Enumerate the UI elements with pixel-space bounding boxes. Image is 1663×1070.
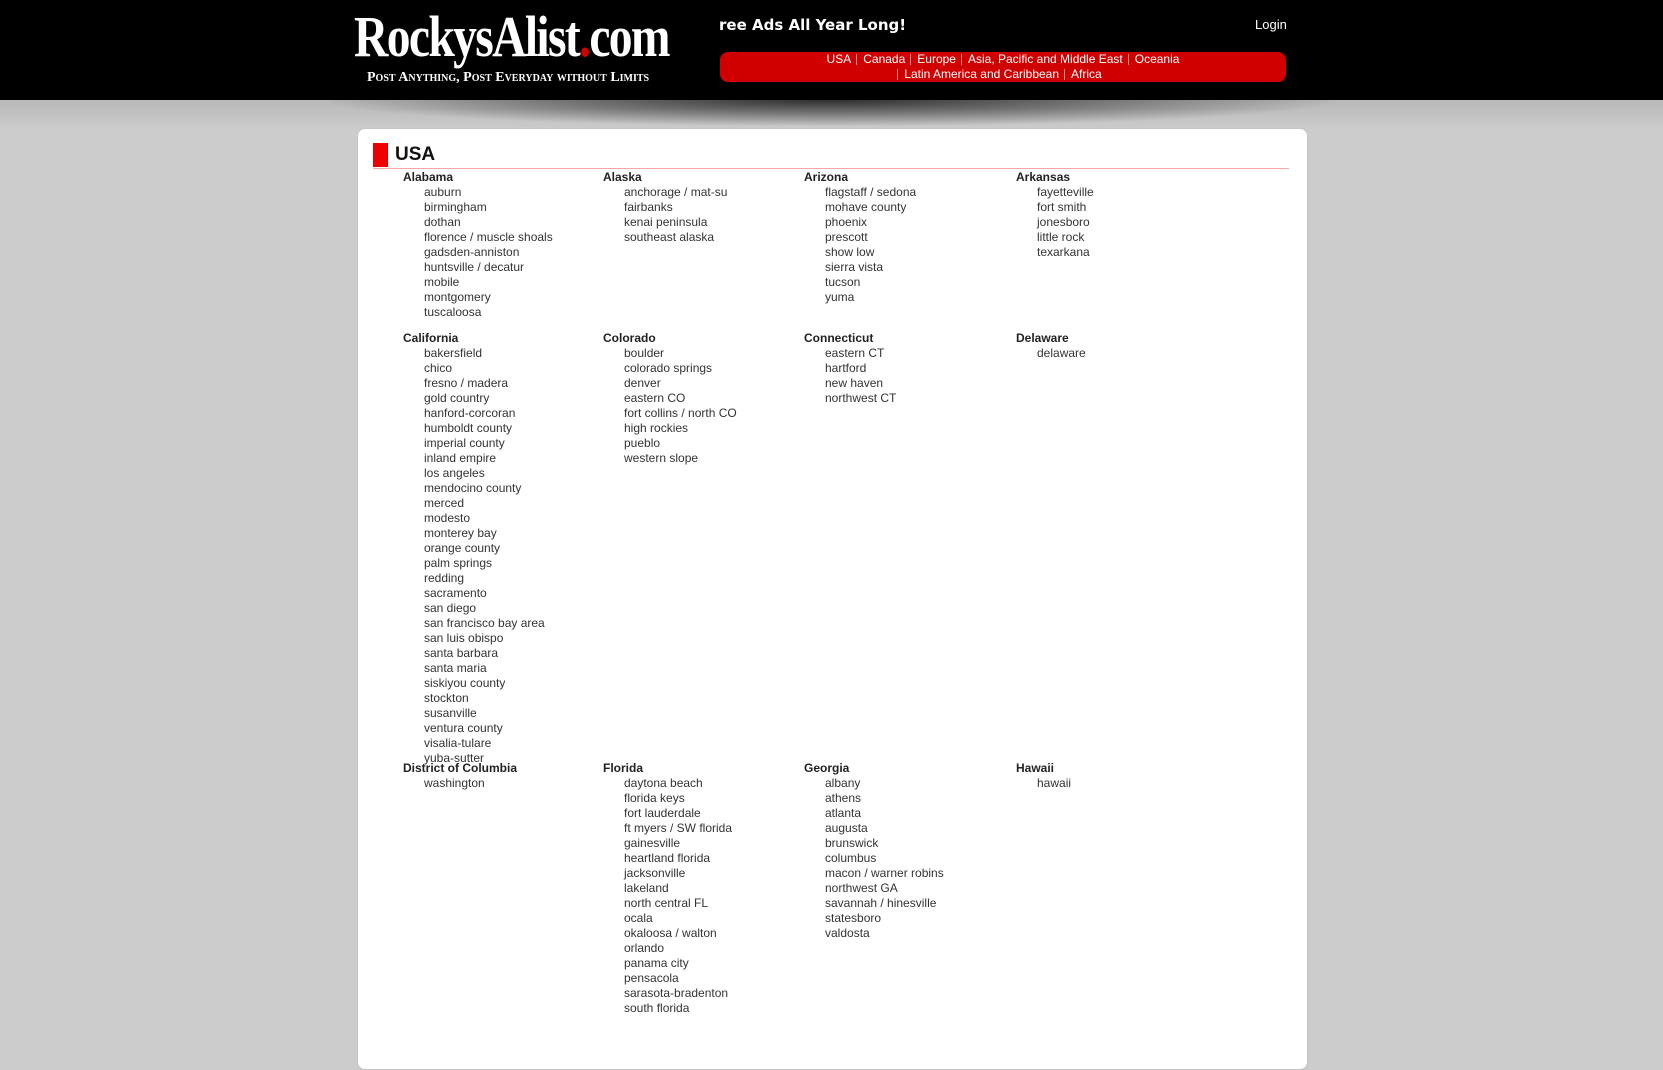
state-name: Hawaii: [1016, 761, 1055, 775]
city-link[interactable]: fort smith: [1037, 200, 1087, 214]
city-link[interactable]: santa maria: [424, 661, 487, 675]
city-link[interactable]: show low: [825, 245, 875, 259]
region-link[interactable]: Asia, Pacific and Middle East: [962, 52, 1129, 67]
city-link[interactable]: fort lauderdale: [624, 806, 701, 820]
city-link[interactable]: birmingham: [424, 200, 487, 214]
city-link[interactable]: san diego: [424, 601, 477, 615]
city-link[interactable]: imperial county: [424, 436, 505, 450]
city-link[interactable]: flagstaff / sedona: [825, 185, 917, 199]
city-link[interactable]: colorado springs: [624, 361, 713, 375]
state-name: Alaska: [603, 170, 642, 184]
promo-banner-text: ree Ads All Year Long!: [719, 16, 907, 34]
city-link[interactable]: sacramento: [424, 586, 487, 600]
city-link[interactable]: albany: [825, 776, 861, 790]
city-link[interactable]: yuba-sutter: [424, 751, 485, 765]
city-link[interactable]: susanville: [424, 706, 477, 720]
city-link[interactable]: tuscaloosa: [424, 305, 482, 319]
city-link[interactable]: little rock: [1037, 230, 1085, 244]
state-name: Connecticut: [804, 331, 874, 345]
city-link[interactable]: high rockies: [624, 421, 689, 435]
city-link[interactable]: yuma: [825, 290, 855, 304]
region-link[interactable]: Oceania: [1129, 52, 1186, 67]
state-group: [403, 170, 613, 320]
city-link[interactable]: gold country: [424, 391, 490, 405]
state-name: Arkansas: [1016, 170, 1071, 184]
city-link[interactable]: chico: [424, 361, 453, 375]
state-group: [603, 331, 813, 466]
region-link[interactable]: Latin America and Caribbean: [898, 67, 1065, 82]
city-link[interactable]: boulder: [624, 346, 665, 360]
city-link[interactable]: new haven: [825, 376, 884, 390]
state-name: Florida: [603, 761, 644, 775]
city-link[interactable]: orange county: [424, 541, 501, 555]
city-link[interactable]: orlando: [624, 941, 665, 955]
city-link[interactable]: hartford: [825, 361, 867, 375]
region-link[interactable]: USA: [826, 52, 852, 66]
city-link[interactable]: tucson: [825, 275, 861, 289]
state-name: California: [403, 331, 459, 345]
region-nav: [720, 52, 1286, 82]
city-link[interactable]: gainesville: [624, 836, 681, 850]
state-group: [403, 761, 613, 791]
city-link[interactable]: modesto: [424, 511, 471, 525]
section-title: USA: [395, 144, 436, 165]
city-link[interactable]: pueblo: [624, 436, 661, 450]
header-shadow-glow: [330, 100, 1330, 126]
city-link[interactable]: bakersfield: [424, 346, 483, 360]
city-link[interactable]: lakeland: [624, 881, 669, 895]
state-group: [804, 331, 1014, 406]
city-link[interactable]: okaloosa / walton: [624, 926, 717, 940]
city-link[interactable]: macon / warner robins: [825, 866, 944, 880]
city-link[interactable]: savannah / hinesville: [825, 896, 937, 910]
city-link[interactable]: inland empire: [424, 451, 497, 465]
logo-wordmark: RockysAlist.com: [354, 4, 669, 69]
city-link[interactable]: anchorage / mat-su: [624, 185, 728, 199]
city-link[interactable]: eastern CO: [624, 391, 686, 405]
city-link[interactable]: augusta: [825, 821, 868, 835]
city-link[interactable]: hanford-corcoran: [424, 406, 516, 420]
city-link[interactable]: ventura county: [424, 721, 503, 735]
city-link[interactable]: jonesboro: [1037, 215, 1090, 229]
city-link[interactable]: montgomery: [424, 290, 491, 304]
city-link[interactable]: sierra vista: [825, 260, 884, 274]
city-link[interactable]: redding: [424, 571, 465, 585]
city-link[interactable]: daytona beach: [624, 776, 703, 790]
city-link[interactable]: fort collins / north CO: [624, 406, 737, 420]
city-link[interactable]: jacksonville: [624, 866, 686, 880]
city-link[interactable]: ocala: [624, 911, 653, 925]
state-group: [603, 170, 813, 245]
state-group: [804, 170, 1014, 305]
state-name: Colorado: [603, 331, 656, 345]
city-link[interactable]: brunswick: [825, 836, 879, 850]
city-link[interactable]: pensacola: [624, 971, 679, 985]
state-group: [1016, 761, 1226, 791]
city-link[interactable]: mobile: [424, 275, 460, 289]
region-link[interactable]: Europe: [911, 52, 962, 67]
city-link[interactable]: northwest CT: [825, 391, 897, 405]
city-link[interactable]: florida keys: [624, 791, 685, 805]
city-link[interactable]: santa barbara: [424, 646, 499, 660]
city-link[interactable]: denver: [624, 376, 661, 390]
city-link[interactable]: gadsden-anniston: [424, 245, 520, 259]
city-link[interactable]: dothan: [424, 215, 461, 229]
city-link[interactable]: mohave county: [825, 200, 907, 214]
city-link[interactable]: fairbanks: [624, 200, 673, 214]
city-link[interactable]: valdosta: [825, 926, 870, 940]
content-panel: [357, 128, 1308, 1070]
city-link[interactable]: columbus: [825, 851, 877, 865]
site-logo[interactable]: [354, 6, 694, 92]
city-link[interactable]: texarkana: [1037, 245, 1090, 259]
city-link[interactable]: monterey bay: [424, 526, 497, 540]
city-link[interactable]: san francisco bay area: [424, 616, 545, 630]
city-link[interactable]: humboldt county: [424, 421, 513, 435]
city-link[interactable]: florence / muscle shoals: [424, 230, 553, 244]
city-link[interactable]: heartland florida: [624, 851, 711, 865]
city-link[interactable]: san luis obispo: [424, 631, 504, 645]
state-group: [804, 761, 1014, 941]
region-link[interactable]: Canada: [857, 52, 911, 67]
state-name: Arizona: [804, 170, 849, 184]
city-link[interactable]: washington: [424, 776, 485, 790]
city-link[interactable]: los angeles: [424, 466, 485, 480]
city-link[interactable]: northwest GA: [825, 881, 898, 895]
city-link[interactable]: phoenix: [825, 215, 868, 229]
city-link[interactable]: statesboro: [825, 911, 882, 925]
state-group: [1016, 331, 1226, 361]
city-link[interactable]: sarasota-bradenton: [624, 986, 729, 1000]
city-link[interactable]: hawaii: [1037, 776, 1072, 790]
city-link[interactable]: kenai peninsula: [624, 215, 708, 229]
site-header: [0, 0, 1663, 100]
city-link[interactable]: auburn: [424, 185, 462, 199]
city-link[interactable]: delaware: [1037, 346, 1086, 360]
state-name: Delaware: [1016, 331, 1069, 345]
city-link[interactable]: south florida: [624, 1001, 690, 1015]
state-name: Alabama: [403, 170, 454, 184]
city-link[interactable]: panama city: [624, 956, 689, 970]
city-link[interactable]: atlanta: [825, 806, 862, 820]
city-link[interactable]: mendocino county: [424, 481, 522, 495]
city-link[interactable]: palm springs: [424, 556, 493, 570]
state-group: [403, 331, 613, 766]
city-link[interactable]: siskiyou county: [424, 676, 506, 690]
city-link[interactable]: huntsville / decatur: [424, 260, 525, 274]
state-group: [603, 761, 813, 1016]
logo-tagline: Post Anything, Post Everyday without Limits: [367, 70, 650, 85]
city-link[interactable]: eastern CT: [825, 346, 885, 360]
city-link[interactable]: ft myers / SW florida: [624, 821, 733, 835]
region-link[interactable]: Africa: [1065, 67, 1108, 82]
city-link[interactable]: southeast alaska: [624, 230, 715, 244]
state-name: Georgia: [804, 761, 850, 775]
section-marker: [373, 143, 388, 167]
login-link[interactable]: Login: [1255, 17, 1287, 32]
city-link[interactable]: stockton: [424, 691, 469, 705]
city-link[interactable]: western slope: [624, 451, 699, 465]
city-link[interactable]: merced: [424, 496, 465, 510]
city-link[interactable]: visalia-tulare: [424, 736, 492, 750]
state-name: District of Columbia: [403, 761, 518, 775]
state-group: [1016, 170, 1226, 260]
city-link[interactable]: athens: [825, 791, 862, 805]
section-header: [373, 143, 1289, 169]
city-link[interactable]: fayetteville: [1037, 185, 1094, 199]
city-link[interactable]: north central FL: [624, 896, 709, 910]
city-link[interactable]: fresno / madera: [424, 376, 509, 390]
city-link[interactable]: prescott: [825, 230, 868, 244]
